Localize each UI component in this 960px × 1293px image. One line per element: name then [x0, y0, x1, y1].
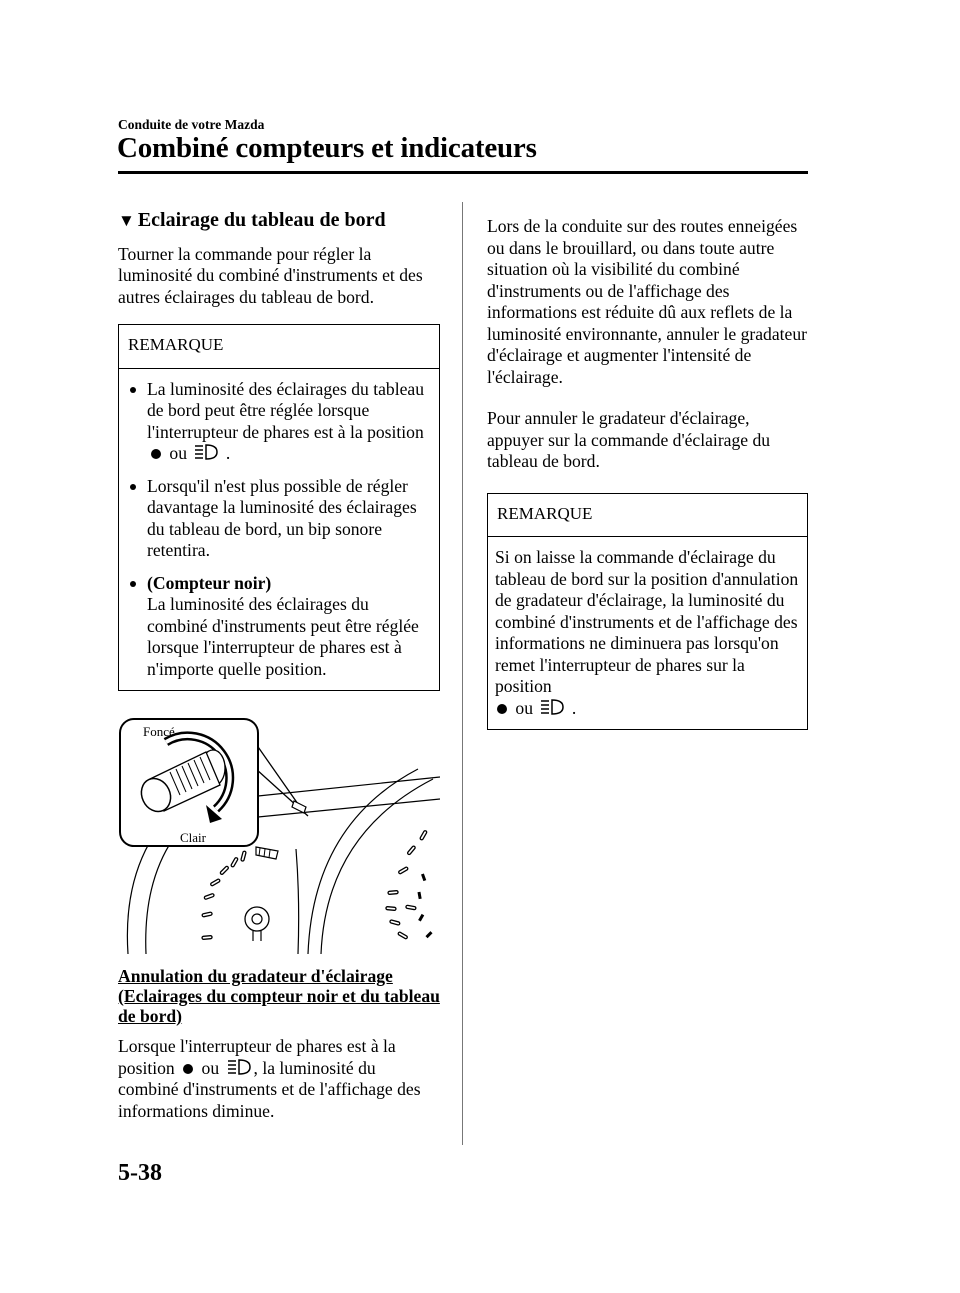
end-text: . [571, 697, 577, 718]
note-body [488, 537, 807, 729]
or-text: ou [515, 697, 533, 718]
visibility-paragraph: Lors de la conduite sur des routes enneigées ou dans le brouillard, ou dans toute autre situation où la visibilité du combiné d'instruments ou de l'affichage des informations est réduite dû aux reflets de la luminosité environnante, annuler le gradateur d'éclairage et augmenter l'intensité de l'éclairage. [487, 216, 807, 387]
end-text: . [225, 443, 231, 463]
section-heading-text: Eclairage du tableau de bord [137, 209, 386, 231]
left-column [118, 210, 440, 1122]
note-text-body: Si on laisse la commande d'éclairage du tableau de bord sur la position d'annulation de gradateur d'éclairage, la luminosité du combiné d'instruments et de l'affichage des informations ne diminuera pas lorsqu'on remet l'interrupteur de phares sur la position [495, 547, 799, 696]
intro-paragraph: Tourner la commande pour régler la luminosité du combiné d'instruments et des autres éclairages du tableau de bord. [118, 243, 423, 307]
right-column [487, 216, 809, 730]
para-text: , la luminosité du combiné d'instruments et de l'affichage des informations diminue. [118, 1057, 421, 1121]
cancel-instruction-paragraph: Pour annuler le gradateur d'éclairage, appuyer sur la commande d'éclairage du tableau de bord. [487, 408, 771, 471]
note-title: REMARQUE [488, 494, 807, 538]
bullet-bold-label: (Compteur noir) [147, 572, 272, 593]
bullet-text: La luminosité des éclairages du combiné d'instruments peut être réglée lorsque l'interrupteur de phares est à n'importe quelle position. [147, 594, 419, 679]
note-box-1 [118, 324, 440, 691]
column-divider [462, 202, 463, 1145]
bullet-text: La luminosité des éclairages du tableau de bord peut être réglée lorsque l'interrupteur de phares est à la position [147, 378, 424, 442]
parking-light-icon [183, 1064, 193, 1074]
note-box-2 [487, 493, 808, 731]
subheading: Annulation du gradateur d'éclairage (Eclairages du compteur noir et du tableau de bord) [118, 966, 440, 1026]
cancel-paragraph [118, 1036, 440, 1122]
title-rule [118, 171, 808, 174]
section-label: Conduite de votre Mazda [118, 117, 265, 132]
note-bullet [126, 379, 433, 465]
note-bullet: Lorsqu'il n'est plus possible de régler davantage la luminosité des éclairages du tableau de bord, un bip sonore retentira. [126, 476, 433, 562]
headlight-icon [226, 1058, 252, 1076]
note-text [495, 547, 801, 719]
label-light: Clair [180, 830, 206, 845]
dimmer-figure [118, 709, 440, 954]
page-number: 5-38 [118, 1160, 162, 1186]
page-title: Combiné compteurs et indicateurs [117, 132, 537, 164]
parking-light-icon [497, 704, 507, 714]
note-bullet [126, 573, 433, 681]
headlight-icon [193, 443, 219, 461]
triangle-marker-icon: ▼ [118, 211, 135, 230]
note-title: REMARQUE [119, 325, 439, 369]
parking-light-icon [151, 449, 161, 459]
note-body [119, 369, 439, 691]
dashboard-illustration [118, 709, 440, 954]
or-text: ou [201, 1057, 220, 1078]
headlight-icon [539, 698, 565, 716]
or-text: ou [169, 443, 187, 463]
para-text: Lorsque l'interrupteur de phares est à la position [118, 1036, 396, 1078]
label-dark: Foncé [143, 724, 175, 739]
section-heading [118, 210, 440, 232]
